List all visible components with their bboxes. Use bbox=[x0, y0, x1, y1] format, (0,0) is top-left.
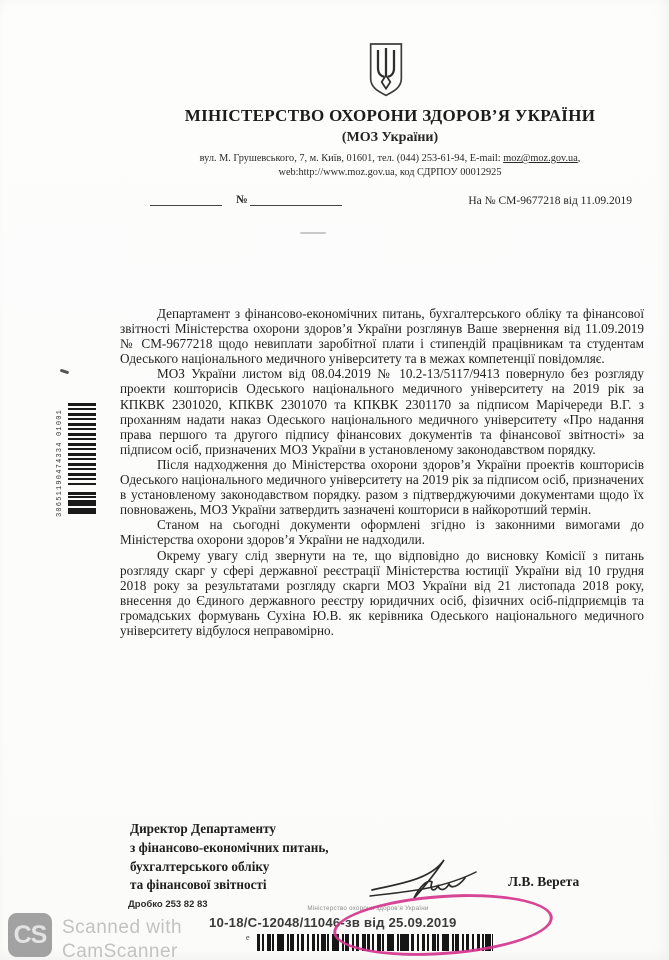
letter-body bbox=[120, 306, 644, 638]
side-barcode-bars bbox=[68, 403, 96, 485]
ministry-short-name: (МОЗ України) bbox=[341, 130, 439, 145]
stamp-org-line: Міністерство охорони здоров’я України bbox=[307, 905, 429, 912]
paragraph: Після надходження до Міністерства охорони здоров’я України проектів кошторисів Одеського національного медичного університету на 2019 рік за підписом осіб, призначених в установленому законодавством порядку. разом з підтверджуючими документами щодо їх повноважень, МОЗ України затвердить зазначені кошториси в найкоротший термін. bbox=[120, 456, 644, 518]
executor-contact: Дробко 253 82 83 bbox=[128, 899, 208, 910]
side-barcode-bars bbox=[68, 492, 96, 516]
signer-title: Директор Департаменту з фінансово-економічних питань, бухгалтерського обліку та фінансової звітності bbox=[130, 821, 329, 893]
stamp-registration-number: 10-18/С-12048/11046-зв від 25.09.2019 bbox=[209, 915, 457, 930]
camscanner-logo: CS bbox=[8, 913, 52, 957]
side-barcode-digits: 30651190474334 01001 bbox=[56, 408, 64, 517]
reference-row bbox=[150, 193, 640, 213]
paragraph: Станом на сьогодні документи оформлені згідно із законними вимогами до Міністерства охорони здоров’я України не надходили. bbox=[120, 517, 644, 548]
pink-highlight-oval bbox=[331, 887, 555, 960]
stamp-tick-mark: e bbox=[246, 933, 250, 942]
address-line1: вул. М. Грушевського, 7, м. Київ, 01601, тел. (044) 253-61-94, E-mail: bbox=[199, 153, 504, 164]
letterhead bbox=[130, 106, 650, 179]
side-barcode bbox=[58, 395, 98, 517]
paragraph: Окрему увагу слід звернути на те, що відповідно до висновку Комісії з питань розгляду скарг у сфері державної реєстрації Міністерства юстиції України від 10 грудня 2018 року за результатами розгляду скарги МОЗ України від 21 листопада 2018 року, внесення до Єдиного державного реєстру юридичних осіб, фізичних осіб-підприємців та громадських формувань Сухіна Ю.В. як керівника Одеського національного медичного університету відбулося неправомірно. bbox=[120, 547, 644, 638]
paragraph: МОЗ України листом від 08.04.2019 № 10.2-13/5117/9413 повернуло без розгляду проекти кошторисів Одеського національного медичного університету на 2019 рік за КПКВК 2301020, КПКВК 2301070 та КПКВК 2301170 за підписом Марічереди В.Г. з проханням надати наказ Одеського національного медичного університету «Про надання права першого та другого підпису фінансових документів та фінансової звітності» за підписом осіб, призначених МОЗ України в установленому законодавством порядку. bbox=[120, 366, 644, 457]
camscanner-watermark-text: Scanned with CamScanner bbox=[62, 917, 183, 960]
number-sign: № bbox=[236, 194, 248, 206]
reply-reference: На № СМ-9677218 від 11.09.2019 bbox=[468, 195, 632, 207]
date-blank-line bbox=[150, 193, 222, 206]
signer-name: Л.В. Верета bbox=[508, 874, 580, 889]
paragraph: Департамент з фінансово-економічних питань, бухгалтерського обліку та фінансової звітності Міністерства охорони здоров’я України розглянув Ваше звернення від 11.09.2019 № СМ-9677218 щодо невиплати заробітної плати і стипендій працівникам та студентам Одеського національного медичного університету та в межах компетенції повідомляє. bbox=[120, 306, 644, 367]
number-blank-line bbox=[250, 193, 342, 206]
ministry-address: вул. М. Грушевського, 7, м. Київ, 01601, тел. (044) 253-61-94, E-mail: moz@moz.gov.ua, web:http://www.moz.gov.ua, код СДРПОУ 00012925 bbox=[199, 153, 581, 178]
scan-speckle bbox=[300, 232, 326, 234]
scan-speckle bbox=[60, 369, 69, 375]
address-line2: web:http://www.moz.gov.ua, код СДРПОУ 00012925 bbox=[278, 166, 502, 178]
ukraine-trident-emblem bbox=[366, 42, 406, 98]
ministry-email: moz@moz.gov.ua bbox=[503, 153, 578, 164]
ministry-title: МІНІСТЕРСТВО ОХОРОНИ ЗДОРОВ’Я УКРАЇНИ bbox=[184, 106, 596, 125]
